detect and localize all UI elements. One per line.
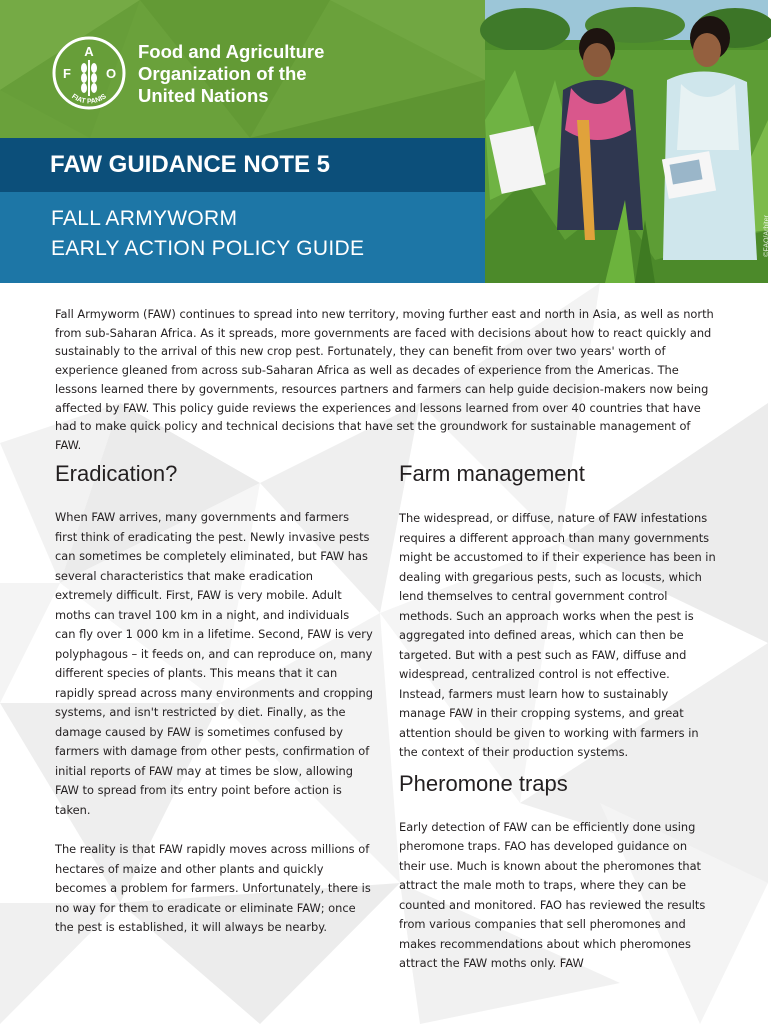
document-title-line1: FALL ARMYWORM: [51, 207, 238, 230]
header-brand-panel: [0, 0, 485, 138]
right-column: [399, 460, 717, 974]
guidance-note-label: FAW GUIDANCE NOTE 5: [50, 151, 331, 178]
eradication-paragraph-2: The reality is that FAW rapidly moves across millions of hectares of maize and other plants and quickly becomes a problem for farmers. Unfortunately, there is no way for them to eradicate or eliminate FAW; once the pest is established, it will always be nearby.: [55, 842, 371, 934]
svg-text:A: A: [84, 44, 94, 59]
pheromone-traps-paragraph: Early detection of FAW can be efficiently done using pheromone traps. FAO has developed guidance on their use. Much is known about the pheromones that attract the male moth to traps, where they can be counted and monitored. FAO has reviewed the results from various companies that sell pheromones and makes recommendations about which pheromones attract the FAW moths only. FAW: [399, 819, 706, 970]
section-heading-pheromone-traps: Pheromone traps: [399, 770, 568, 796]
section-heading-eradication: Eradication?: [55, 461, 178, 486]
svg-text:O: O: [105, 66, 117, 81]
eradication-paragraph-1: When FAW arrives, many governments and farmers first think of eradicating the pest. Newly invasive pests can sometimes be completely eliminated, but FAW has several characteristics that make eradication extremely difficult. First, FAW is very mobile. Adult moths can travel 100 km in a night, and individuals can fly over 1 000 km in a lifetime. Second, FAW is very polyphagous – it feeds on, and can reproduce on, many different species of plants. This means that it can rapidly spread across many environments and cropping systems, and isn't restricted by diet. Finally, as the damage caused by FAW is sometimes confused by farmers with damage from other pests, confirmation of initial reports of FAW may at times be slow, allowing FAW to spread from its entry point before action is taken.: [55, 510, 373, 817]
field-scene-illustration: [485, 0, 768, 283]
fao-logo-icon: [52, 36, 126, 110]
section-heading-farm-management: Farm management: [399, 461, 585, 486]
org-name-line: Organization of the: [138, 63, 307, 84]
guidance-note-band: [0, 138, 485, 192]
left-column: [55, 460, 373, 938]
org-name-line: Food and Agriculture: [138, 41, 325, 62]
document-title-band: [0, 192, 485, 283]
farm-management-paragraph: The widespread, or diffuse, nature of FAW infestations requires a different approach than many governments might be accustomed to if their experience has been in dealing with gregarious pests, such as locusts, which lend themselves to central government control methods. Such an approach works when the pest is aggregated into defined areas, which can then be targeted. But with a pest such as FAW, diffuse and widespread, centralized control is not effective. Instead, farmers must learn how to sustainably manage FAW in their cropping systems, and great attention should be given to working with farmers in the context of their production systems.: [399, 511, 716, 759]
document-title-line2: EARLY ACTION POLICY GUIDE: [51, 237, 365, 260]
cover-photo: [485, 0, 771, 283]
org-name-line: United Nations: [138, 85, 269, 106]
organization-name: [138, 41, 324, 107]
photo-credit: ©FAO/Arbiter: [764, 215, 771, 257]
svg-text:F: F: [63, 66, 71, 81]
intro-paragraph: Fall Armyworm (FAW) continues to spread into new territory, moving further east and north in Asia, as well as north from sub-Saharan Africa. As it spreads, more governments are faced with decisions about how to react quickly and sustainably to the arrival of this new crop pest. Fortunately, they can benefit from over two years' worth of experience gleaned from across sub-Saharan Africa as well as decades of experience from the Americas. The lessons learned there by governments, resources partners and farmers can help guide decision-makers now being affected by FAW. This policy guide reviews the experiences and lessons learned from over 40 countries that have had to make quick policy and technical decisions that have set the groundwork for sustainable management of FAW.: [55, 307, 714, 452]
logo-motto: FIAT PANIS: [70, 93, 108, 106]
